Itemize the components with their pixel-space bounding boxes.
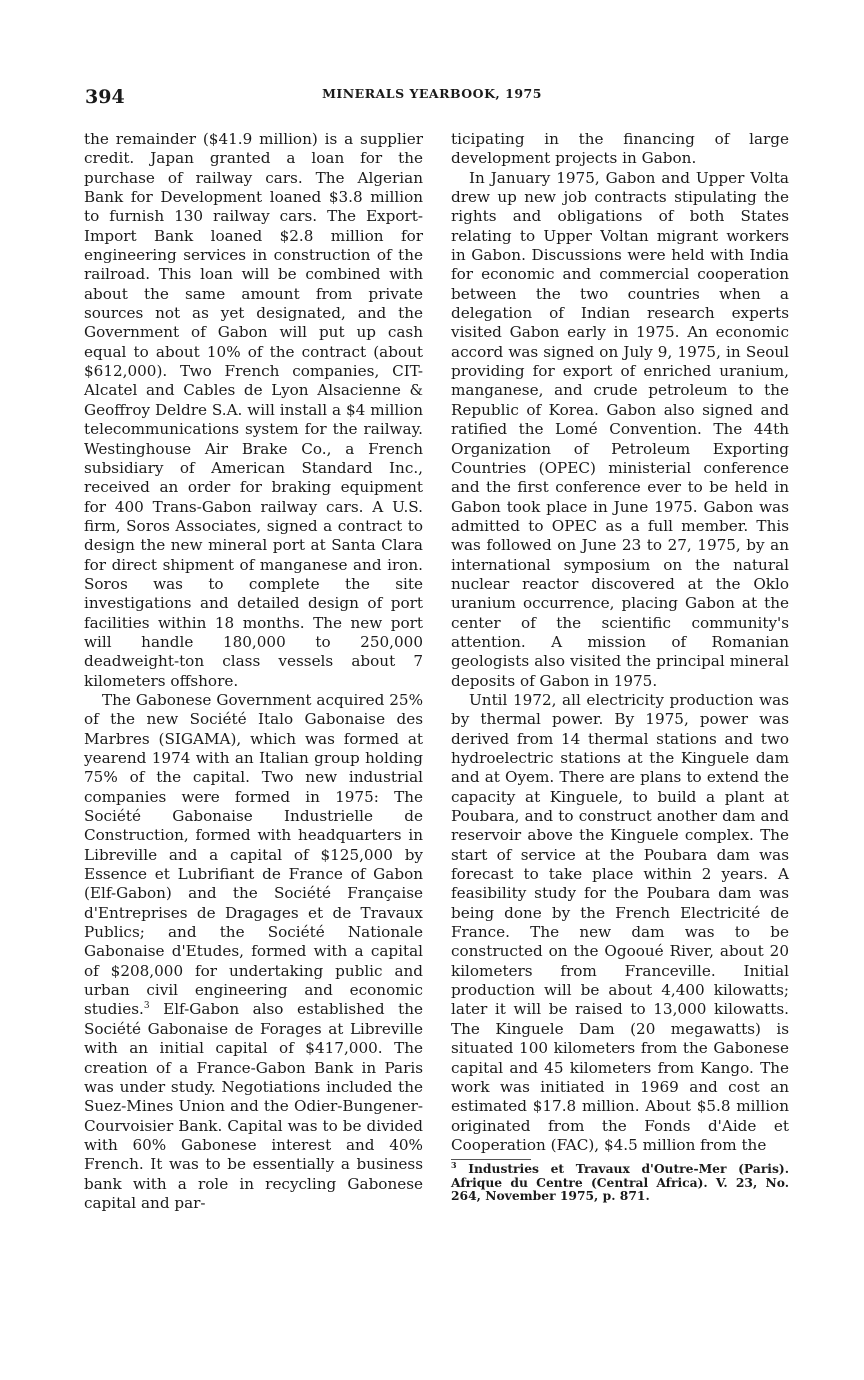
running-title: MINERALS YEARBOOK, 1975 (322, 86, 542, 101)
footnote-mark: 3 (451, 1160, 457, 1171)
paragraph-text: The Gabonese Government acquired 25% of the new Société Italo Gabonaise des Marbres (SIGAMA), which was formed at yearend 1974 with an Italian group holding 75% of the capital. Two new industrial companies were formed in 1975: The Société Gabonaise Industrielle de Construction, formed with headquarters in Libreville and a capital of $125,000 by Essence et Lubrifiant de France of Gabon (Elf-Gabon) and the Société Française d'Entreprises de Dragages et de Travaux Publics; and the Société Nationale Gabonaise d'Etudes, formed with a capital of $208,000 for undertaking public and urban civil engineering and economic studies. (84, 690, 423, 1019)
footnote-reference[interactable]: 3 (143, 1001, 150, 1012)
paragraph-text: Elf-Gabon also established the Société Gabonaise de Forages at Libreville with an initial capital of $417,000. The creation of a France-Gabon Bank in Paris was under study. Negotiations included the Suez-Mines Union and the Odier-Bungener-Courvoisier Bank. Capital was to be divided with 60% Gabonese interest and 40% French. It was to be essentially a business bank with a role in recycling Gabonese capital and par- (84, 1000, 423, 1212)
paragraph: ticipating in the financing of large development projects in Gabon. (451, 130, 789, 168)
left-column (84, 130, 423, 1213)
paragraph (84, 691, 423, 1213)
right-column (451, 130, 789, 1202)
footnote (451, 1162, 789, 1202)
paragraph: the remainder ($41.9 million) is a supplier credit. Japan granted a loan for the purchase of railway cars. The Algerian Bank for Development loaned $3.8 million to furnish 130 railway cars. The Export-Import Bank loaned $2.8 million for engineering services in construction of the railroad. This loan will be combined with about the same amount from private sources not as yet designated, and the Government of Gabon will put up cash equal to about 10% of the contract (about $612,000). Two French companies, CIT-Alcatel and Cables de Lyon Alsacienne & Geoffroy Deldre S.A. will install a $4 million telecommunications system for the railway. Westinghouse Air Brake Co., a French subsidiary of American Standard Inc., received an order for braking equipment for 400 Trans-Gabon railway cars. A U.S. firm, Soros Associates, signed a contract to design the new mineral port at Santa Clara for direct shipment of manganese and iron. Soros was to complete the site investigations and detailed design of port facilities within 18 months. The new port will handle 180,000 to 250,000 deadweight-ton class vessels about 7 kilometers offshore. (84, 130, 423, 690)
paragraph: In January 1975, Gabon and Upper Volta drew up new job contracts stipulating the rights and obligations of both States relating to Upper Voltan migrant workers in Gabon. Discussions were held with India for economic and commercial cooperation between the two countries when a delegation of Indian research experts visited Gabon early in 1975. An economic accord was signed on July 9, 1975, in Seoul providing for export of enriched uranium, manganese, and crude petroleum to the Republic of Korea. Gabon also signed and ratified the Lomé Convention. The 44th Organization of Petroleum Exporting Countries (OPEC) ministerial conference and the first conference ever to be held in Gabon took place in June 1975. Gabon was admitted to OPEC as a full member. This was followed on June 23 to 27, 1975, by an international symposium on the natural nuclear reactor discovered at the Oklo uranium occurrence, placing Gabon at the center of the scientific community's attention. A mission of Romanian geologists also visited the principal mineral deposits of Gabon in 1975. (451, 168, 789, 690)
page-number: 394 (85, 86, 125, 108)
footnote-text: Industries et Travaux d'Outre-Mer (Paris). Afrique du Centre (Central Africa). V. 23, No. 264, November 1975, p. 871. (451, 1161, 789, 1203)
paragraph: Until 1972, all electricity production was by thermal power. By 1975, power was derived from 14 thermal stations and two hydroelectric stations at the Kinguele dam and at Oyem. There are plans to extend the capacity at Kinguele, to build a plant at Poubara, and to construct another dam and reservoir above the Kinguele complex. The start of service at the Poubara dam was forecast to take place within 2 years. A feasibility study for the Poubara dam was being done by the French Electricité de France. The new dam was to be constructed on the Ogooué River, about 20 kilometers from Franceville. Initial production will be about 4,400 kilowatts; later it will be raised to 13,000 kilowatts. The Kinguele Dam (20 megawatts) is situated 100 kilometers from the Gabonese capital and 45 kilometers from Kango. The work was initiated in 1969 and cost an estimated $17.8 million. About $5.8 million originated from the Fonds d'Aide et Cooperation (FAC), $4.5 million from the (451, 690, 789, 1154)
